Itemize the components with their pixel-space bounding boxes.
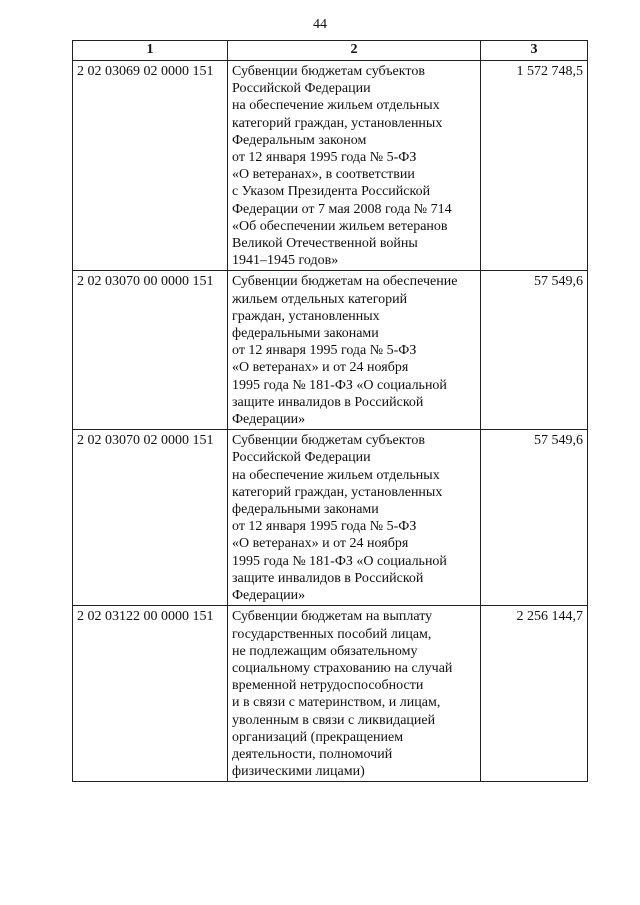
- description-line: категорий граждан, установленных: [232, 484, 443, 500]
- description-line: «Об обеспечении жильем ветеранов: [232, 218, 448, 234]
- description-line: Субвенции бюджетам субъектов: [232, 64, 425, 79]
- description-cell: [228, 61, 481, 271]
- table-row: [73, 271, 588, 430]
- table-row: [73, 61, 588, 271]
- description-line: Великой Отечественной войны: [232, 236, 418, 252]
- description-line: от 12 января 1995 года № 5-ФЗ: [232, 519, 417, 535]
- description-line: 1995 года № 181-ФЗ «О социальной: [232, 553, 447, 569]
- budget-code-cell: 2 02 03122 00 0000 151: [73, 606, 228, 782]
- description-cell: [228, 271, 481, 430]
- description-line: федеральными законами: [232, 326, 379, 342]
- description-line: деятельности, полномочий: [232, 746, 393, 762]
- description-line: от 12 января 1995 года № 5-ФЗ: [232, 343, 417, 359]
- description-line: Субвенции бюджетам на обеспечение: [232, 274, 458, 290]
- budget-code-cell: 2 02 03070 00 0000 151: [73, 271, 228, 430]
- description-line: с Указом Президента Российской: [232, 184, 431, 200]
- amount-cell: 57 549,6: [481, 271, 588, 430]
- description-line: Субвенции бюджетам на выплату: [232, 609, 433, 625]
- description-line: защите инвалидов в Российской: [232, 570, 424, 586]
- description-cell: [228, 606, 481, 782]
- description-line: «О ветеранах», в соответствии: [232, 167, 415, 183]
- description-line: федеральными законами: [232, 502, 379, 518]
- table-body: [73, 61, 588, 782]
- description-line: Российской Федерации: [232, 81, 371, 97]
- description-line: Федеральным законом: [232, 132, 367, 148]
- description-line: временной нетрудоспособности: [232, 678, 424, 694]
- description-line: «О ветеранах» и от 24 ноября: [232, 536, 409, 552]
- description-line: 1941–1945 годов»: [232, 253, 339, 269]
- description-line: социальному страхованию на случай: [232, 660, 453, 676]
- description-line: защите инвалидов в Российской: [232, 394, 424, 410]
- budget-code-cell: 2 02 03069 02 0000 151: [73, 61, 228, 271]
- amount-cell: 1 572 748,5: [481, 61, 588, 271]
- column-header-2: 2: [228, 41, 481, 61]
- description-line: Субвенции бюджетам субъектов: [232, 433, 425, 449]
- description-line: на обеспечение жильем отдельных: [232, 467, 440, 483]
- description-line: категорий граждан, установленных: [232, 115, 443, 131]
- description-line: не подлежащим обязательному: [232, 643, 418, 659]
- description-line: на обеспечение жильем отдельных: [232, 98, 440, 114]
- description-line: Федерации»: [232, 588, 306, 604]
- description-line: Федерации от 7 мая 2008 года № 714: [232, 201, 452, 217]
- description-line: жильем отдельных категорий: [232, 291, 408, 307]
- budget-table: [72, 40, 588, 782]
- table-row: [73, 430, 588, 606]
- description-line: 1995 года № 181-ФЗ «О социальной: [232, 377, 447, 393]
- column-header-1: 1: [73, 41, 228, 61]
- budget-code-cell: 2 02 03070 02 0000 151: [73, 430, 228, 606]
- description-line: и в связи с материнством, и лицам,: [232, 695, 441, 711]
- description-line: уволенным в связи с ликвидацией: [232, 712, 436, 728]
- amount-cell: 2 256 144,7: [481, 606, 588, 782]
- description-line: Федерации»: [232, 412, 306, 428]
- table-row: [73, 606, 588, 782]
- description-line: организаций (прекращением: [232, 729, 404, 745]
- page-number: 44: [313, 17, 327, 32]
- description-cell: [228, 430, 481, 606]
- description-line: «О ветеранах» и от 24 ноября: [232, 360, 409, 376]
- description-line: граждан, установленных: [232, 308, 380, 324]
- description-line: Российской Федерации: [232, 450, 371, 466]
- description-line: физическими лицами): [232, 764, 365, 780]
- table-header-row: [73, 41, 588, 61]
- description-line: от 12 января 1995 года № 5-ФЗ: [232, 150, 417, 166]
- column-header-3: 3: [481, 41, 588, 61]
- amount-cell: 57 549,6: [481, 430, 588, 606]
- description-line: государственных пособий лицам,: [232, 626, 432, 642]
